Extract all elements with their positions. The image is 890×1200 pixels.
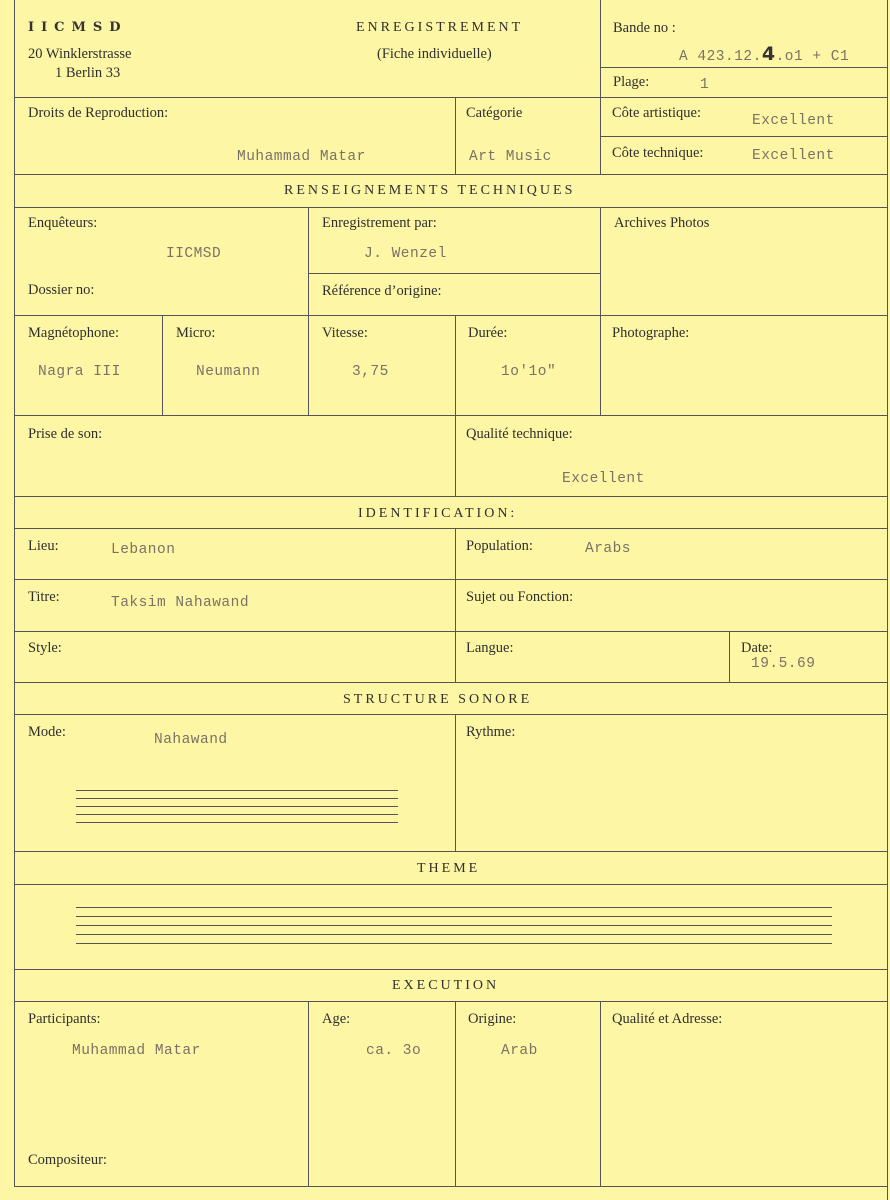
photographe-label: Photographe: (612, 325, 690, 341)
structure-section-title: STRUCTURE SONORE (343, 692, 533, 707)
divider (14, 528, 888, 529)
form-title: ENREGISTREMENT (356, 20, 524, 35)
cote-technique-value: Excellent (752, 148, 835, 164)
divider (729, 631, 730, 683)
prise-de-son-label: Prise de son: (28, 426, 103, 442)
bande-label: Bande no : (613, 20, 676, 36)
archives-photos-label: Archives Photos (614, 215, 710, 231)
bande-value-post: .o1 + C1 (775, 49, 850, 65)
cote-technique-label: Côte technique: (612, 145, 704, 161)
org-logo: IICMSD (28, 20, 128, 35)
bande-value (679, 43, 849, 65)
cote-artistique-value: Excellent (752, 113, 835, 129)
divider (600, 0, 601, 98)
form-border-bottom (14, 1186, 888, 1187)
vitesse-value: 3,75 (352, 364, 389, 380)
duree-value: 1o'1o" (501, 364, 557, 380)
micro-value: Neumann (196, 364, 261, 380)
vitesse-label: Vitesse: (322, 325, 368, 341)
divider (308, 207, 309, 316)
population-value: Arabs (585, 541, 632, 557)
lieu-value: Lebanon (111, 542, 176, 558)
bande-value-handwritten: 4 (761, 43, 776, 65)
participants-label: Participants: (28, 1011, 101, 1027)
form-border-right (887, 0, 888, 1200)
divider (600, 1001, 601, 1186)
date-label: Date: (741, 640, 773, 656)
magnetophone-value: Nagra III (38, 364, 121, 380)
divider (14, 851, 888, 852)
cote-artistique-label: Côte artistique: (612, 105, 701, 121)
address-line-1: 20 Winklerstrasse (28, 46, 132, 62)
divider (14, 682, 888, 683)
participants-value: Muhammad Matar (72, 1043, 201, 1059)
micro-label: Micro: (176, 325, 216, 341)
divider (14, 174, 888, 175)
divider (600, 67, 888, 68)
form-border-left (14, 0, 15, 1186)
divider (14, 415, 888, 416)
divider (308, 315, 309, 416)
bande-value-pre: A 423.12. (679, 49, 762, 65)
titre-value: Taksim Nahawand (111, 595, 250, 611)
categorie-label: Catégorie (466, 105, 523, 121)
divider (162, 315, 163, 416)
lieu-label: Lieu: (28, 538, 59, 554)
mode-label: Mode: (28, 724, 66, 740)
divider (14, 207, 888, 208)
categorie-value: Art Music (469, 149, 552, 165)
titre-label: Titre: (28, 589, 60, 605)
divider (14, 631, 888, 632)
execution-section-title: EXECUTION (392, 978, 500, 993)
divider (14, 97, 888, 98)
divider (14, 579, 888, 580)
divider (308, 273, 600, 274)
divider (14, 969, 888, 970)
divider (14, 884, 888, 885)
divider (14, 1001, 888, 1002)
enregistrement-par-value: J. Wenzel (364, 246, 447, 262)
plage-value: 1 (700, 77, 710, 93)
rythme-label: Rythme: (466, 724, 516, 740)
form-subtitle: (Fiche individuelle) (377, 46, 492, 62)
style-label: Style: (28, 640, 62, 656)
divider (455, 528, 456, 683)
date-value: 19.5.69 (751, 656, 816, 672)
divider (455, 1001, 456, 1186)
droits-value: Muhammad Matar (237, 149, 366, 165)
divider (14, 496, 888, 497)
mode-value: Nahawand (154, 732, 228, 748)
age-label: Age: (322, 1011, 351, 1027)
origine-label: Origine: (468, 1011, 517, 1027)
qualite-technique-value: Excellent (562, 471, 645, 487)
langue-label: Langue: (466, 640, 514, 656)
divider (455, 315, 456, 416)
divider (14, 714, 888, 715)
divider (600, 207, 601, 416)
duree-label: Durée: (468, 325, 508, 341)
qualite-adresse-label: Qualité et Adresse: (612, 1011, 723, 1027)
plage-label: Plage: (613, 74, 650, 90)
enqueteurs-value: IICMSD (166, 246, 222, 262)
droits-label: Droits de Reproduction: (28, 105, 169, 121)
divider (455, 714, 456, 852)
magnetophone-label: Magnétophone: (28, 325, 120, 341)
enqueteurs-label: Enquêteurs: (28, 215, 98, 231)
divider (600, 136, 888, 137)
qualite-technique-label: Qualité technique: (466, 426, 573, 442)
sujet-fonction-label: Sujet ou Fonction: (466, 589, 574, 605)
divider (455, 97, 456, 175)
theme-section-title: THEME (417, 861, 481, 876)
dossier-label: Dossier no: (28, 282, 95, 298)
divider (308, 1001, 309, 1186)
reference-origine-label: Référence d’origine: (322, 283, 442, 299)
divider (14, 315, 888, 316)
divider (455, 415, 456, 497)
identification-section-title: IDENTIFICATION: (358, 506, 518, 521)
origine-value: Arab (501, 1043, 538, 1059)
age-value: ca. 3o (366, 1043, 422, 1059)
address-line-2: 1 Berlin 33 (55, 65, 121, 81)
population-label: Population: (466, 538, 533, 554)
enregistrement-par-label: Enregistrement par: (322, 215, 437, 231)
technical-section-title: RENSEIGNEMENTS TECHNIQUES (284, 183, 576, 198)
compositeur-label: Compositeur: (28, 1152, 107, 1168)
